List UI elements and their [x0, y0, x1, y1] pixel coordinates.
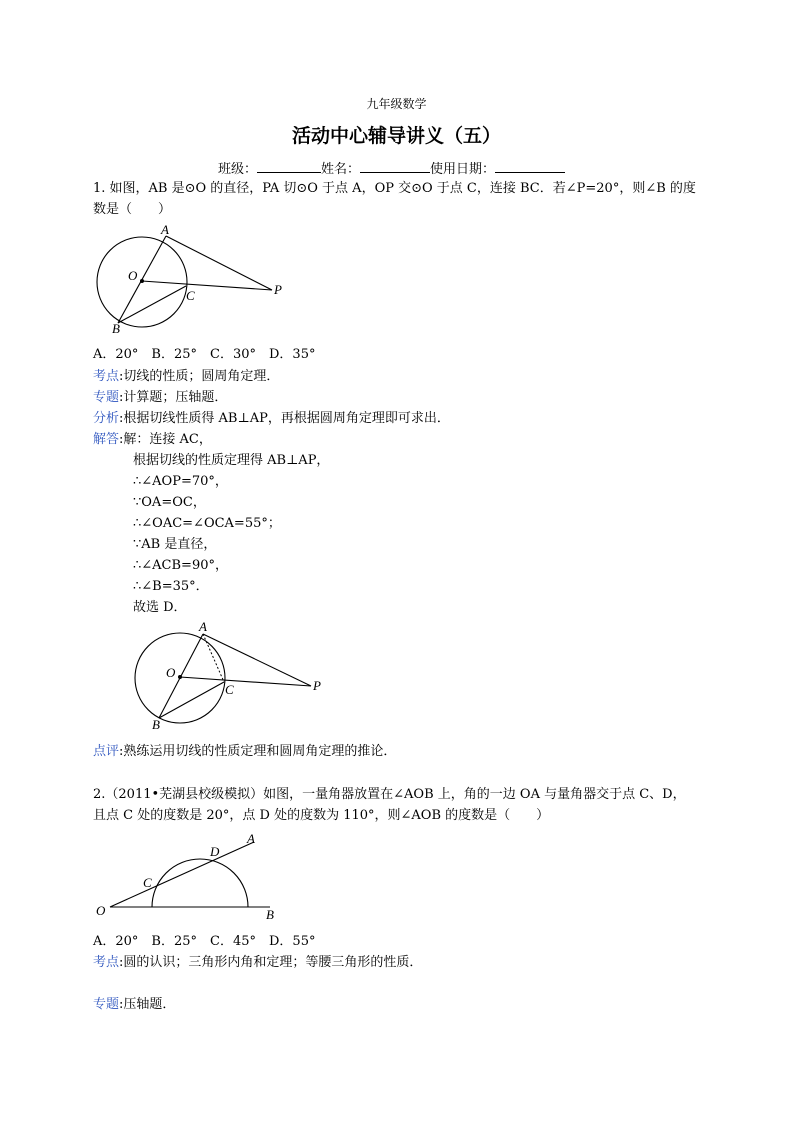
q2-zhuanti [93, 995, 175, 1014]
student-info-line [218, 158, 565, 177]
q1-fig-label-c: C [186, 288, 195, 303]
q2-label-b: B [266, 907, 274, 922]
q1-fenxi [93, 409, 450, 428]
q1-sol-label-p: P [313, 678, 321, 693]
q1-line-op [142, 281, 272, 290]
q1-zhuanti-text: :计算题；压轴题． [119, 390, 228, 405]
q1-sol-center-dot [178, 675, 182, 679]
q1-tangent-pa [166, 236, 272, 290]
class-label: 班级： [218, 162, 258, 177]
name-label: 姓名： [321, 162, 361, 177]
grade-label: 九年级数学 [366, 97, 427, 111]
q1-kaodian-label: 考点 [93, 369, 120, 384]
q1-kaodian [93, 367, 279, 386]
date-label: 使用日期： [430, 162, 496, 177]
q1-solution-line: 根据切线的性质定理得 AB⊥AP， [133, 453, 330, 468]
q1-dianping-label: 点评 [93, 744, 120, 759]
q1-fig-label-p: P [274, 282, 282, 297]
q2-label-d: D [210, 844, 220, 859]
q2-zhuanti-text: :压轴题． [119, 997, 176, 1012]
q1-fig-label-a: A [161, 222, 169, 237]
q2-ray-oa [110, 842, 254, 907]
q1-zhuanti [93, 388, 227, 407]
q1-kaodian-text: :切线的性质；圆周角定理． [119, 369, 280, 384]
page-title: 活动中心辅导讲义（五） [291, 125, 501, 147]
q2-zhuanti-label: 专题 [93, 997, 120, 1012]
q1-fig-label-o: O [128, 268, 138, 283]
q2-figure [92, 828, 288, 924]
class-blank [257, 160, 321, 173]
q1-solution-line: ∵AB 是直径， [133, 537, 217, 552]
q2-label-o: O [96, 903, 106, 918]
name-blank [360, 160, 430, 173]
q1-solution-line: ∴∠ACB=90°， [133, 558, 228, 573]
q1-fenxi-text: :根据切线性质得 AB⊥AP，再根据圆周角定理即可求出． [119, 411, 450, 426]
q1-stem-line1: 1. 如图，AB 是⊙O 的直径，PA 切⊙O 于点 A，OP 交⊙O 于点 C，连接 BC．若∠P=20°，则∠B 的度 [93, 181, 696, 196]
date-blank [495, 160, 565, 173]
q1-sol-tangent-pa [203, 634, 311, 686]
q2-kaodian [93, 953, 422, 972]
q1-solution-line: 故选 D． [133, 600, 187, 615]
q1-options: A．20° B．25° C．30° D．35° [93, 347, 316, 362]
q1-solution-line: ∵OA=OC， [133, 495, 206, 510]
q1-solution-line: ∴∠AOP=70°， [133, 474, 228, 489]
q1-sol-label-o: O [166, 665, 176, 680]
q1-center-dot [140, 279, 144, 283]
q2-options: A．20° B．25° C．45° D．55° [93, 934, 316, 949]
q1-fig-label-b: B [112, 321, 120, 336]
q1-sol-line-op [180, 677, 311, 686]
q2-stem-line2: 且点 C 处的度数是 20°，点 D 处的度数为 110°，则∠AOB 的度数是（ ） [93, 808, 550, 823]
q1-solution-line: ∴∠OAC=∠OCA=55°； [133, 516, 281, 531]
q2-kaodian-label: 考点 [93, 955, 120, 970]
q1-jieda [93, 430, 212, 449]
q1-dianping-text: :熟练运用切线的性质定理和圆周角定理的推论． [119, 744, 397, 759]
q1-figure [88, 222, 298, 338]
q1-sol-label-c: C [225, 682, 234, 697]
q1-zhuanti-label: 专题 [93, 390, 120, 405]
q2-stem-line1: 2.（2011•芜湖县校级模拟）如图，一量角器放置在∠AOB 上，角的一边 OA 与量角器交于点 C、D， [93, 787, 686, 802]
q2-kaodian-text: :圆的认识；三角形内角和定理；等腰三角形的性质． [119, 955, 423, 970]
q2-label-a: A [247, 831, 255, 846]
q2-label-c: C [143, 875, 152, 890]
q1-solution-line: ∴∠B=35°． [133, 579, 209, 594]
q1-stem-line2: 数是（ ） [93, 202, 172, 217]
q1-fenxi-label: 分析 [93, 411, 120, 426]
q1-dianping [93, 742, 396, 761]
q1-sol-label-b: B [152, 717, 160, 732]
q1-jieda-label: 解答 [93, 432, 120, 447]
q1-jieda-text: :解：连接 AC， [119, 432, 212, 447]
q1-sol-label-a: A [199, 619, 207, 634]
q1-solution-figure [128, 618, 328, 734]
